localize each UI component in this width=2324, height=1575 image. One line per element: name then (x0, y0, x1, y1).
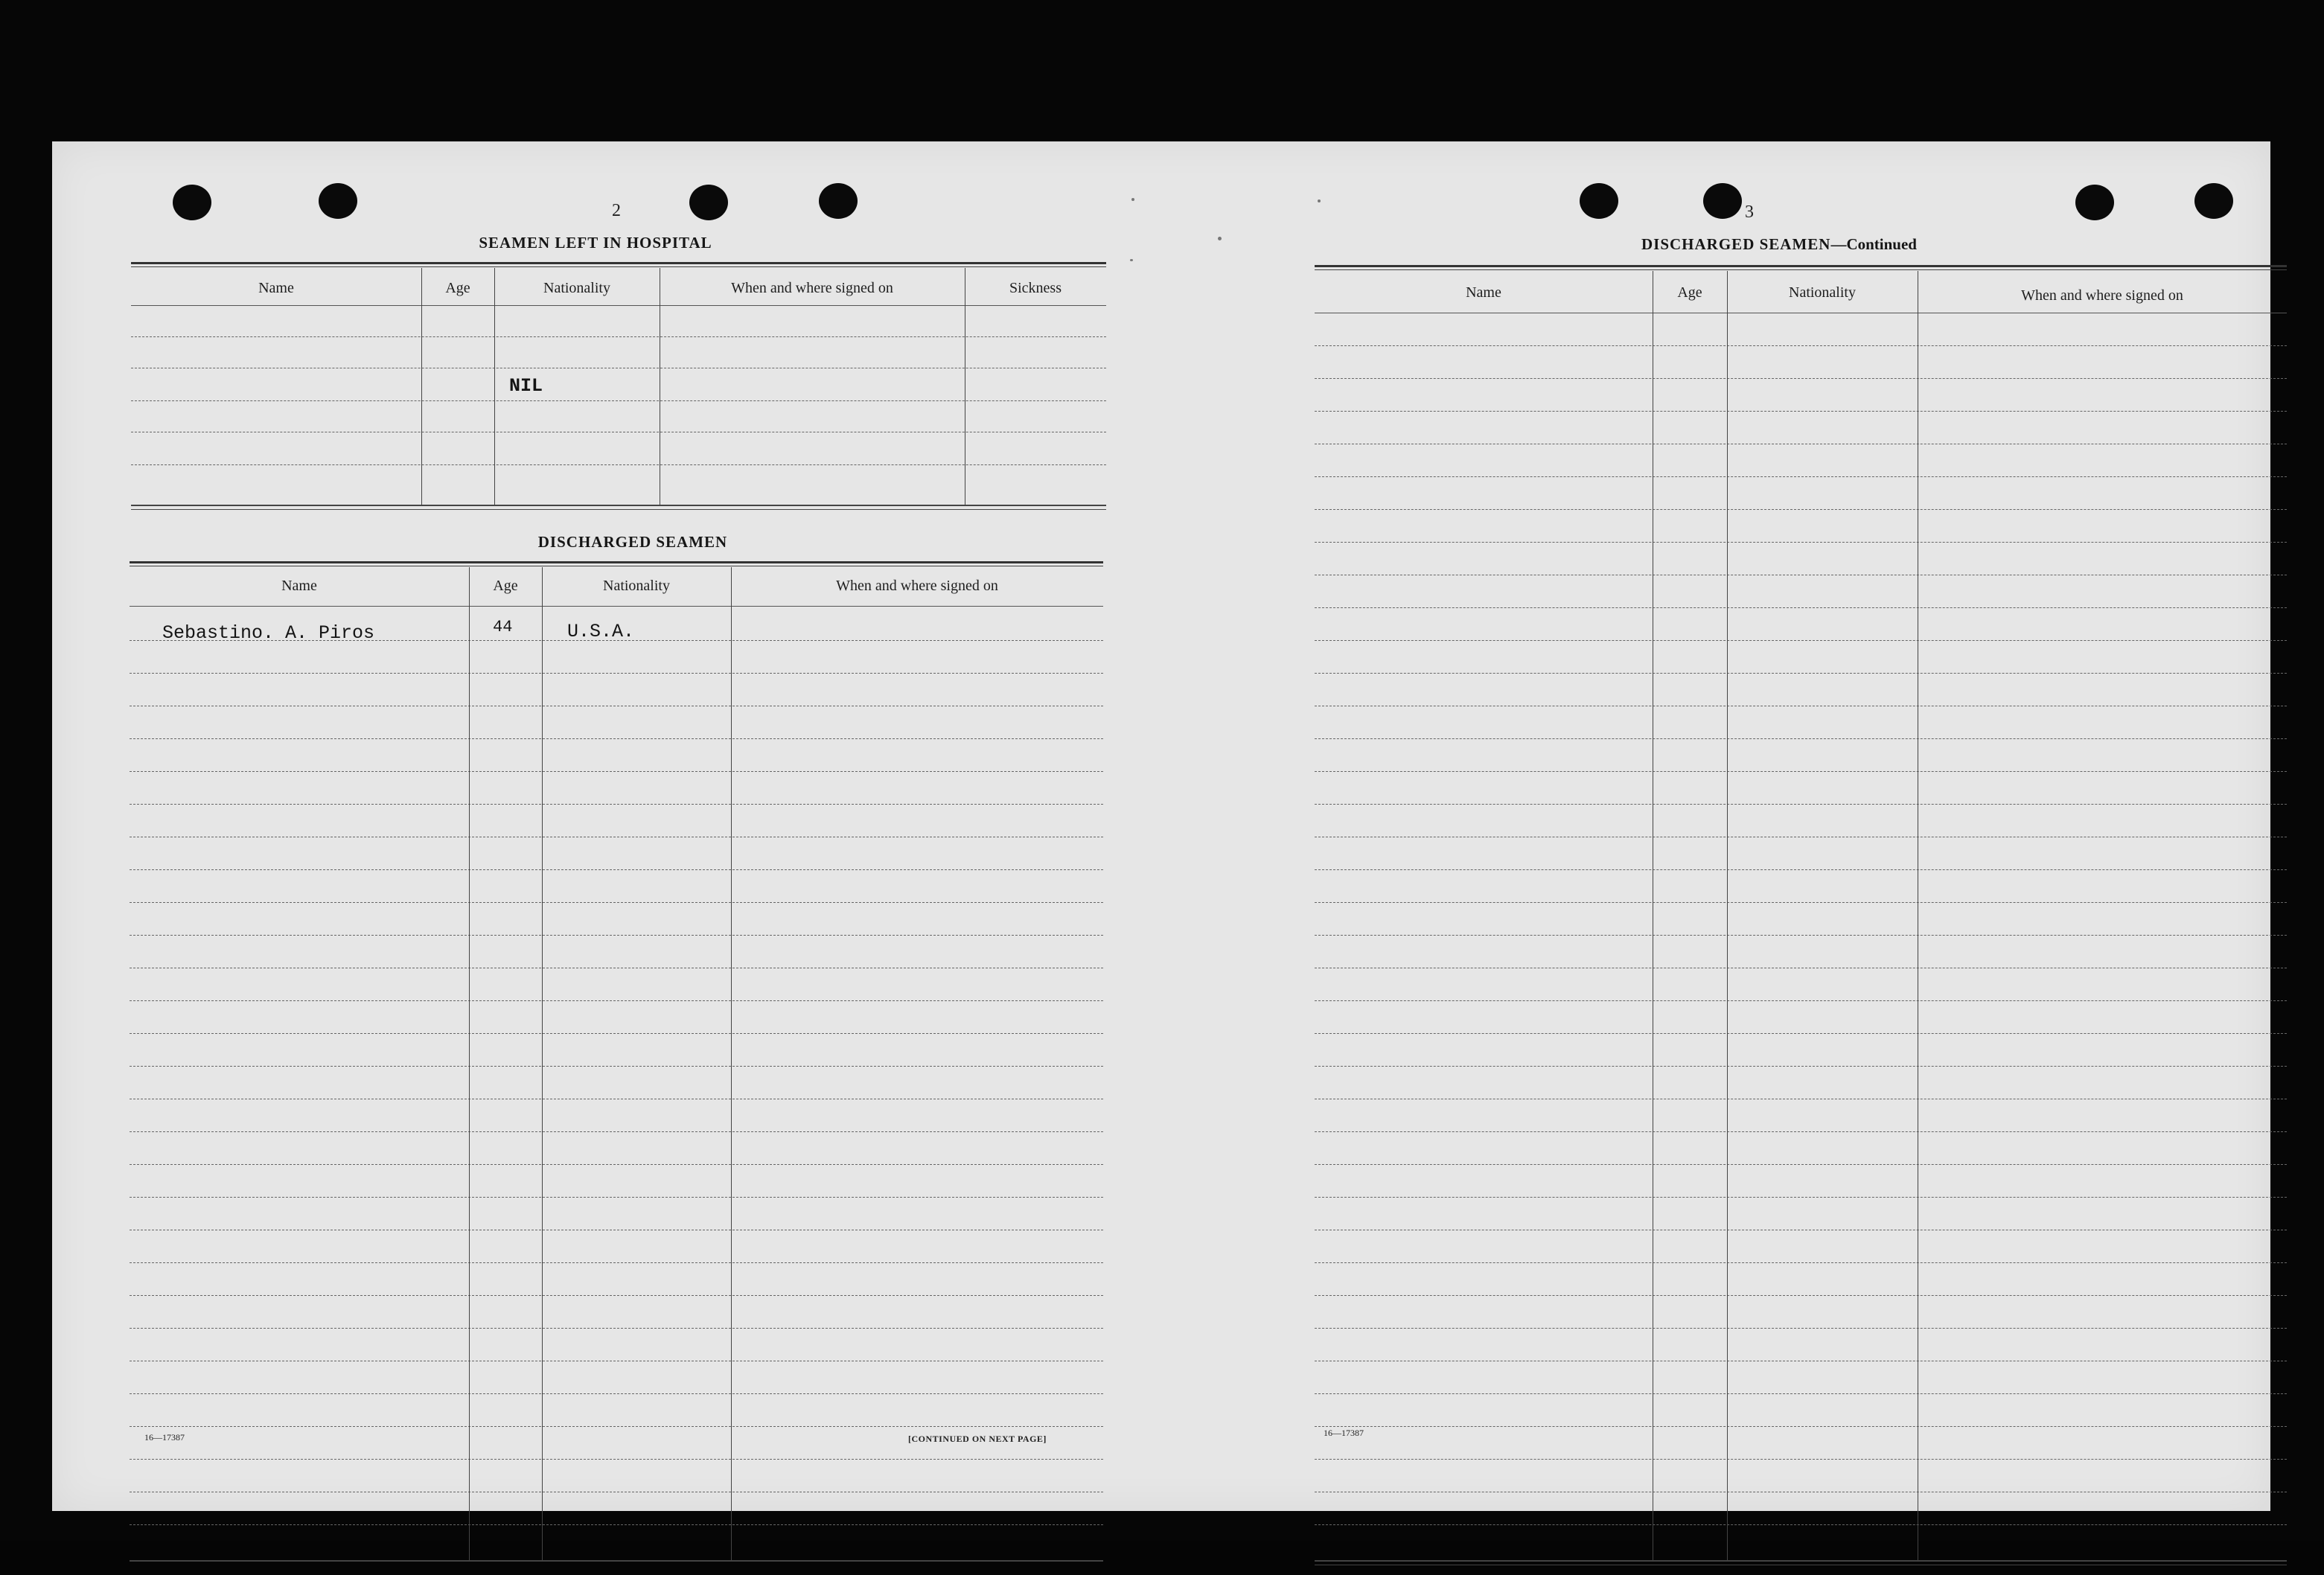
discharged-row-nationality: U.S.A. (567, 621, 635, 642)
page-number: 3 (1745, 202, 1754, 222)
scan-speck (1318, 199, 1321, 202)
discharged-col-signed-on: When and where signed on (836, 578, 998, 594)
punch-hole (689, 185, 728, 220)
punch-hole (2194, 183, 2233, 219)
punch-hole (1703, 183, 1742, 219)
discharged-row-age: 44 (493, 618, 513, 636)
hospital-col-name: Name (258, 280, 294, 296)
hospital-table (131, 262, 1106, 515)
hospital-col-signed-on: When and where signed on (731, 280, 893, 296)
continued-col-age: Age (1677, 284, 1702, 301)
discharged-col-name: Name (281, 578, 317, 594)
right-page (1161, 141, 2270, 1511)
form-number: 16—17387 (1324, 1428, 1364, 1438)
punch-hole (819, 183, 858, 219)
discharged-col-nationality: Nationality (603, 578, 670, 594)
scan-speck (1131, 198, 1134, 201)
continued-col-signed-on: When and where signed on (2021, 287, 2183, 304)
scan-speck (1130, 259, 1133, 261)
form-number: 16—17387 (144, 1432, 185, 1443)
continued-title-suffix: —Continued (1830, 235, 1917, 253)
hospital-col-nationality: Nationality (543, 280, 610, 296)
form-sheet (52, 141, 2270, 1511)
continued-section-title (1161, 235, 2324, 254)
punch-hole (173, 185, 211, 220)
continued-note: [CONTINUED ON NEXT PAGE] (908, 1434, 1047, 1444)
continued-title-main: DISCHARGED SEAMEN (1641, 235, 1831, 253)
punch-hole (319, 183, 357, 219)
continued-table (1315, 265, 2287, 1575)
hospital-nil-entry: NIL (509, 375, 543, 397)
discharged-col-age: Age (493, 578, 518, 594)
hospital-section-title: SEAMEN LEFT IN HOSPITAL (479, 234, 712, 252)
hospital-col-sickness: Sickness (1009, 280, 1062, 296)
left-page (52, 141, 1161, 1511)
punch-hole (2075, 185, 2114, 220)
scan-speck (1218, 237, 1222, 240)
discharged-section-title: DISCHARGED SEAMEN (537, 533, 728, 551)
continued-col-nationality: Nationality (1789, 284, 1856, 301)
discharged-row-name: Sebastino. A. Piros (162, 622, 375, 644)
discharged-table (130, 561, 1103, 1574)
page-number: 2 (612, 201, 621, 220)
punch-hole (1580, 183, 1618, 219)
continued-col-name: Name (1466, 284, 1501, 301)
hospital-col-age: Age (445, 280, 470, 296)
